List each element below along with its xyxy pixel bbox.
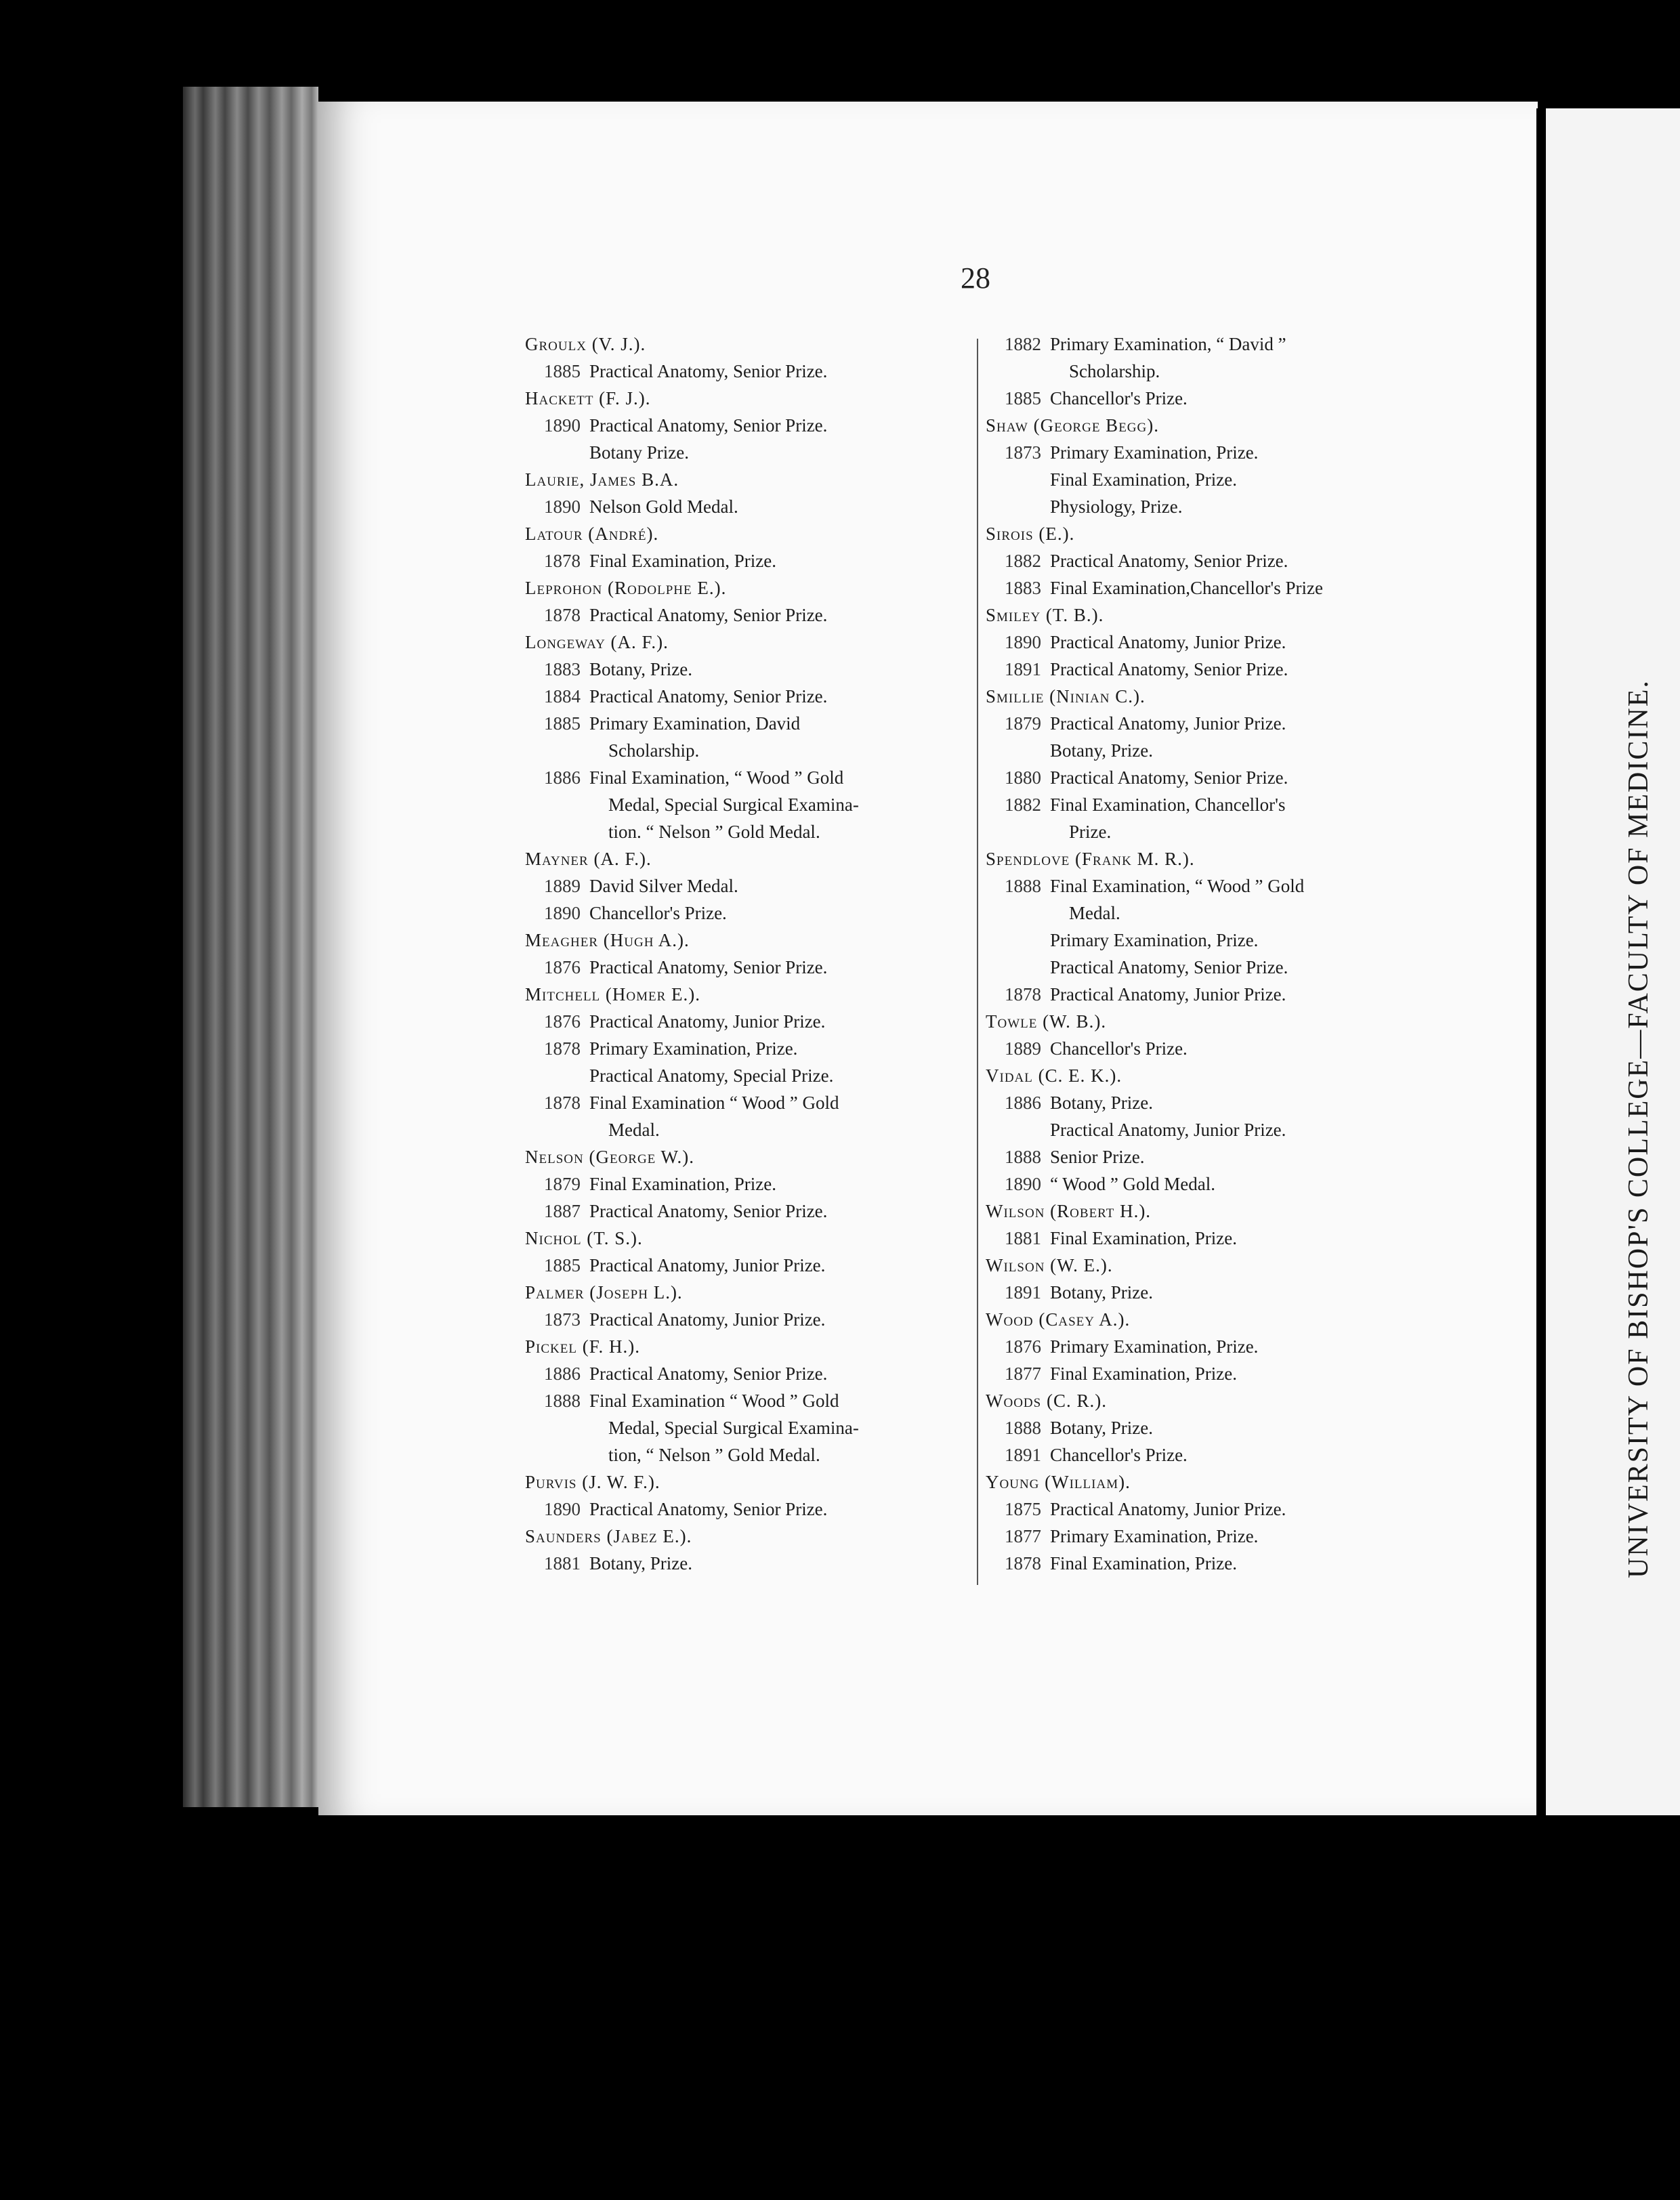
award-year <box>525 1116 589 1143</box>
award-line <box>986 1333 1399 1360</box>
award-text: tion, “ Nelson ” Gold Medal. <box>608 1445 820 1465</box>
award-line <box>525 1116 972 1143</box>
award-line <box>525 1198 972 1225</box>
award-text: Chancellor's Prize. <box>1050 1445 1188 1465</box>
award-text: Final Examination, “ Wood ” Gold <box>1050 876 1305 896</box>
award-year: 1885 <box>1005 388 1041 408</box>
award-line <box>986 1360 1399 1387</box>
award-text: Final Examination, Prize. <box>589 1174 776 1194</box>
award-line <box>986 927 1399 954</box>
award-year: 1888 <box>1005 1147 1041 1167</box>
award-line <box>986 954 1399 981</box>
award-year: 1891 <box>1005 659 1041 679</box>
award-year <box>986 927 1050 954</box>
prize-entry <box>525 1468 972 1523</box>
award-text: Final Examination, Prize. <box>1050 1363 1237 1384</box>
award-year: 1888 <box>1005 1418 1041 1438</box>
award-text: Practical Anatomy, Senior Prize. <box>589 1201 828 1221</box>
recipient-name: Wilson (W. E.). <box>986 1255 1113 1275</box>
award-line <box>986 358 1399 385</box>
award-text: Primary Examination, David <box>589 713 801 734</box>
award-text: Medal. <box>1069 903 1120 923</box>
award-year: 1881 <box>1005 1228 1041 1248</box>
recipient-name: Hackett (F. J.). <box>525 388 651 408</box>
recipient-name: Smiley (T. B.). <box>986 605 1104 625</box>
award-text: Practical Anatomy, Junior Prize. <box>1050 984 1286 1004</box>
award-text: Practical Anatomy, Senior Prize. <box>589 361 828 381</box>
award-line <box>986 791 1399 818</box>
award-year <box>986 737 1050 764</box>
award-line <box>986 493 1399 520</box>
award-year: 1888 <box>544 1391 581 1411</box>
award-year: 1878 <box>544 1038 581 1059</box>
award-line <box>986 1279 1399 1306</box>
award-year: 1884 <box>544 686 581 706</box>
award-year <box>525 737 589 764</box>
award-line <box>986 1441 1399 1468</box>
award-line <box>525 1496 972 1523</box>
recipient-name: Meagher (Hugh A.). <box>525 930 690 950</box>
award-line <box>986 818 1399 845</box>
facing-page <box>1536 108 1680 1815</box>
award-line <box>525 1550 972 1577</box>
award-text: Final Examination,Chancellor's Prize <box>1050 578 1324 598</box>
award-text: Practical Anatomy, Special Prize. <box>589 1065 834 1086</box>
recipient-name: Vidal (C. E. K.). <box>986 1065 1122 1086</box>
award-line <box>525 1008 972 1035</box>
prize-entry <box>525 385 972 466</box>
award-year: 1883 <box>544 659 581 679</box>
prize-entry <box>986 1062 1399 1198</box>
award-year: 1877 <box>1005 1363 1041 1384</box>
award-year <box>986 900 1050 927</box>
award-year: 1891 <box>1005 1445 1041 1465</box>
award-text: Practical Anatomy, Senior Prize. <box>589 686 828 706</box>
recipient-name: Palmer (Joseph L.). <box>525 1282 683 1303</box>
recipient-name: Smillie (Ninian C.). <box>986 686 1146 706</box>
award-line <box>525 412 972 439</box>
recipient-name: Mitchell (Homer E.). <box>525 984 701 1004</box>
award-line <box>525 1252 972 1279</box>
award-text: Primary Examination, Prize. <box>1050 1526 1259 1546</box>
award-text: Practical Anatomy, Junior Prize. <box>589 1309 826 1330</box>
award-text: Practical Anatomy, Junior Prize. <box>589 1255 826 1275</box>
prize-entry <box>525 1333 972 1468</box>
award-year: 1886 <box>544 767 581 788</box>
award-year <box>986 1116 1050 1143</box>
award-text: Primary Examination, Prize. <box>1050 442 1259 463</box>
award-year: 1891 <box>1005 1282 1041 1303</box>
award-text: Botany, Prize. <box>1050 740 1153 761</box>
award-text: Practical Anatomy, Junior Prize. <box>589 1011 826 1032</box>
award-year: 1878 <box>1005 984 1041 1004</box>
award-text: Practical Anatomy, Senior Prize. <box>1050 551 1288 571</box>
award-line <box>525 1306 972 1333</box>
award-year: 1890 <box>544 1499 581 1519</box>
award-text: Practical Anatomy, Senior Prize. <box>589 415 828 436</box>
award-text: Botany, Prize. <box>1050 1418 1153 1438</box>
book-page-edges <box>183 87 318 1807</box>
award-year: 1885 <box>544 1255 581 1275</box>
award-year: 1873 <box>1005 442 1041 463</box>
award-line <box>525 791 972 818</box>
prize-entry <box>525 629 972 845</box>
left-column <box>525 331 972 1577</box>
award-text: Prize. <box>1069 822 1112 842</box>
award-line <box>525 1441 972 1468</box>
award-text: Primary Examination, “ David ” <box>1050 334 1286 354</box>
prize-entry <box>525 1225 972 1279</box>
award-year: 1882 <box>1005 334 1041 354</box>
award-year <box>986 466 1050 493</box>
award-line <box>986 439 1399 466</box>
award-year: 1890 <box>544 415 581 436</box>
award-text: Chancellor's Prize. <box>1050 1038 1188 1059</box>
award-year: 1890 <box>1005 632 1041 652</box>
award-text: Medal, Special Surgical Examina- <box>608 795 859 815</box>
award-line <box>986 1089 1399 1116</box>
award-text: Practical Anatomy, Senior Prize. <box>589 1499 828 1519</box>
recipient-name: Wood (Casey A.). <box>986 1309 1131 1330</box>
award-line <box>986 737 1399 764</box>
award-text: Practical Anatomy, Junior Prize. <box>1050 1499 1286 1519</box>
recipient-name: Mayner (A. F.). <box>525 849 652 869</box>
award-text: “ Wood ” Gold Medal. <box>1050 1174 1216 1194</box>
award-year: 1886 <box>1005 1093 1041 1113</box>
award-line <box>525 710 972 737</box>
prize-entry <box>525 1279 972 1333</box>
award-text: Scholarship. <box>608 740 700 761</box>
recipient-name: Leprohon (Rodolphe E.). <box>525 578 727 598</box>
award-text: tion. “ Nelson ” Gold Medal. <box>608 822 820 842</box>
award-year: 1882 <box>1005 551 1041 571</box>
award-year: 1890 <box>544 496 581 517</box>
award-text: David Silver Medal. <box>589 876 738 896</box>
award-line <box>986 872 1399 900</box>
award-text: Physiology, Prize. <box>1050 496 1183 517</box>
recipient-name: Spendlove (Frank M. R.). <box>986 849 1195 869</box>
award-text: Practical Anatomy, Senior Prize. <box>1050 957 1288 977</box>
award-line <box>525 818 972 845</box>
award-line <box>525 1360 972 1387</box>
award-line <box>986 385 1399 412</box>
award-line <box>525 1170 972 1198</box>
prize-entry <box>986 601 1399 683</box>
running-side-title: UNIVERSITY OF BISHOP'S COLLEGE—FACULTY OF MEDICINE. <box>1623 679 1654 1578</box>
prize-entry <box>525 1143 972 1225</box>
award-text: Practical Anatomy, Senior Prize. <box>1050 767 1288 788</box>
prize-entry <box>986 412 1399 520</box>
award-year <box>525 1062 589 1089</box>
prize-entry <box>986 520 1399 601</box>
award-year: 1878 <box>544 605 581 625</box>
award-year: 1890 <box>544 903 581 923</box>
award-text: Final Examination, Prize. <box>1050 469 1237 490</box>
recipient-name: Shaw (George Begg). <box>986 415 1159 436</box>
award-text: Botany, Prize. <box>589 1553 692 1573</box>
award-year: 1876 <box>544 957 581 977</box>
column-divider <box>977 339 978 1585</box>
award-text: Final Examination, “ Wood ” Gold <box>589 767 844 788</box>
recipient-name: Groulx (V. J.). <box>525 334 646 354</box>
award-text: Primary Examination, Prize. <box>1050 930 1259 950</box>
recipient-name: Towle (W. B.). <box>986 1011 1107 1032</box>
award-year: 1886 <box>544 1363 581 1384</box>
award-year: 1890 <box>1005 1174 1041 1194</box>
award-line <box>525 547 972 574</box>
award-line <box>986 710 1399 737</box>
recipient-name: Sirois (E.). <box>986 524 1075 544</box>
award-text: Practical Anatomy, Senior Prize. <box>589 605 828 625</box>
prize-entry <box>986 1306 1399 1387</box>
award-line <box>525 1387 972 1414</box>
award-line <box>986 1170 1399 1198</box>
prize-entry <box>525 1523 972 1577</box>
award-text: Medal. <box>608 1120 660 1140</box>
award-year: 1879 <box>1005 713 1041 734</box>
prize-entry <box>525 845 972 927</box>
award-line <box>986 466 1399 493</box>
recipient-name: Pickel (F. H.). <box>525 1336 641 1357</box>
award-year: 1873 <box>544 1309 581 1330</box>
award-text: Senior Prize. <box>1050 1147 1145 1167</box>
award-year <box>525 818 589 845</box>
award-line <box>986 1143 1399 1170</box>
recipient-name: Nichol (T. S.). <box>525 1228 643 1248</box>
award-text: Practical Anatomy, Senior Prize. <box>589 957 828 977</box>
award-line <box>525 493 972 520</box>
award-year: 1878 <box>1005 1553 1041 1573</box>
award-line <box>986 656 1399 683</box>
award-line <box>986 900 1399 927</box>
award-line <box>525 1089 972 1116</box>
award-year <box>986 954 1050 981</box>
award-year: 1883 <box>1005 578 1041 598</box>
award-year <box>986 818 1050 845</box>
award-line <box>986 331 1399 358</box>
recipient-name: Woods (C. R.). <box>986 1391 1107 1411</box>
award-line <box>525 601 972 629</box>
award-line <box>986 1035 1399 1062</box>
award-text: Botany, Prize. <box>1050 1282 1153 1303</box>
award-year: 1876 <box>1005 1336 1041 1357</box>
award-line <box>525 900 972 927</box>
recipient-name: Nelson (George W.). <box>525 1147 695 1167</box>
award-year: 1889 <box>1005 1038 1041 1059</box>
award-line <box>525 1035 972 1062</box>
award-text: Scholarship. <box>1069 361 1160 381</box>
award-year <box>986 358 1050 385</box>
award-text: Nelson Gold Medal. <box>589 496 738 517</box>
award-text: Primary Examination, Prize. <box>589 1038 798 1059</box>
award-year: 1878 <box>544 1093 581 1113</box>
award-line <box>986 1414 1399 1441</box>
award-text: Botany Prize. <box>589 442 689 463</box>
award-text: Final Examination “ Wood ” Gold <box>589 1093 839 1113</box>
prize-entry <box>525 520 972 574</box>
award-year <box>986 493 1050 520</box>
award-text: Primary Examination, Prize. <box>1050 1336 1259 1357</box>
recipient-name: Longeway (A. F.). <box>525 632 669 652</box>
prize-entry <box>986 1252 1399 1306</box>
recipient-name: Saunders (Jabez E.). <box>525 1526 692 1546</box>
prize-entry <box>986 683 1399 845</box>
award-text: Final Examination, Prize. <box>1050 1553 1237 1573</box>
award-year <box>525 1441 589 1468</box>
prize-entry <box>986 1387 1399 1468</box>
award-line <box>986 981 1399 1008</box>
award-line <box>986 764 1399 791</box>
recipient-name: Wilson (Robert H.). <box>986 1201 1152 1221</box>
award-line <box>525 764 972 791</box>
award-text: Botany, Prize. <box>1050 1093 1153 1113</box>
prize-entry <box>986 845 1399 1008</box>
award-text: Final Examination, Prize. <box>589 551 776 571</box>
award-text: Practical Anatomy, Senior Prize. <box>589 1363 828 1384</box>
award-year <box>525 1414 589 1441</box>
award-year <box>525 791 589 818</box>
award-text: Final Examination, Prize. <box>1050 1228 1237 1248</box>
award-line <box>986 1116 1399 1143</box>
page-number: 28 <box>961 261 990 295</box>
award-year: 1879 <box>544 1174 581 1194</box>
award-line <box>986 1225 1399 1252</box>
award-line <box>525 683 972 710</box>
award-line <box>986 1550 1399 1577</box>
award-line <box>986 1523 1399 1550</box>
award-text: Practical Anatomy, Senior Prize. <box>1050 659 1288 679</box>
prize-entry <box>986 1468 1399 1577</box>
award-text: Medal, Special Surgical Examina- <box>608 1418 859 1438</box>
prize-entry <box>986 331 1399 412</box>
award-line <box>525 439 972 466</box>
award-text: Chancellor's Prize. <box>1050 388 1188 408</box>
award-year: 1889 <box>544 876 581 896</box>
award-year: 1885 <box>544 361 581 381</box>
prize-entry <box>525 927 972 981</box>
award-line <box>525 358 972 385</box>
recipient-name: Purvis (J. W. F.). <box>525 1472 660 1492</box>
award-year: 1876 <box>544 1011 581 1032</box>
award-year: 1882 <box>1005 795 1041 815</box>
prize-entry <box>525 574 972 629</box>
award-line <box>986 629 1399 656</box>
award-year: 1875 <box>1005 1499 1041 1519</box>
award-text: Practical Anatomy, Junior Prize. <box>1050 632 1286 652</box>
award-line <box>525 1062 972 1089</box>
award-line <box>525 656 972 683</box>
award-line <box>525 737 972 764</box>
award-line <box>986 547 1399 574</box>
recipient-name: Latour (André). <box>525 524 659 544</box>
award-text: Botany, Prize. <box>589 659 692 679</box>
award-text: Final Examination “ Wood ” Gold <box>589 1391 839 1411</box>
award-line <box>986 574 1399 601</box>
award-line <box>525 954 972 981</box>
award-line <box>525 872 972 900</box>
prize-entry <box>525 331 972 385</box>
recipient-name: Laurie, James B.A. <box>525 469 679 490</box>
award-line <box>986 1496 1399 1523</box>
award-year: 1881 <box>544 1553 581 1573</box>
award-year: 1880 <box>1005 767 1041 788</box>
recipient-name: Young (William). <box>986 1472 1131 1492</box>
prize-entry <box>525 981 972 1143</box>
award-line <box>525 1414 972 1441</box>
award-text: Practical Anatomy, Junior Prize. <box>1050 1120 1286 1140</box>
prize-entry <box>525 466 972 520</box>
right-column <box>986 331 1399 1577</box>
award-text: Chancellor's Prize. <box>589 903 727 923</box>
award-year <box>525 439 589 466</box>
award-text: Practical Anatomy, Junior Prize. <box>1050 713 1286 734</box>
prize-entry <box>986 1198 1399 1252</box>
award-year: 1885 <box>544 713 581 734</box>
award-year: 1878 <box>544 551 581 571</box>
prize-entry <box>986 1008 1399 1062</box>
award-year: 1877 <box>1005 1526 1041 1546</box>
award-text: Final Examination, Chancellor's <box>1050 795 1286 815</box>
award-year: 1887 <box>544 1201 581 1221</box>
award-year: 1888 <box>1005 876 1041 896</box>
